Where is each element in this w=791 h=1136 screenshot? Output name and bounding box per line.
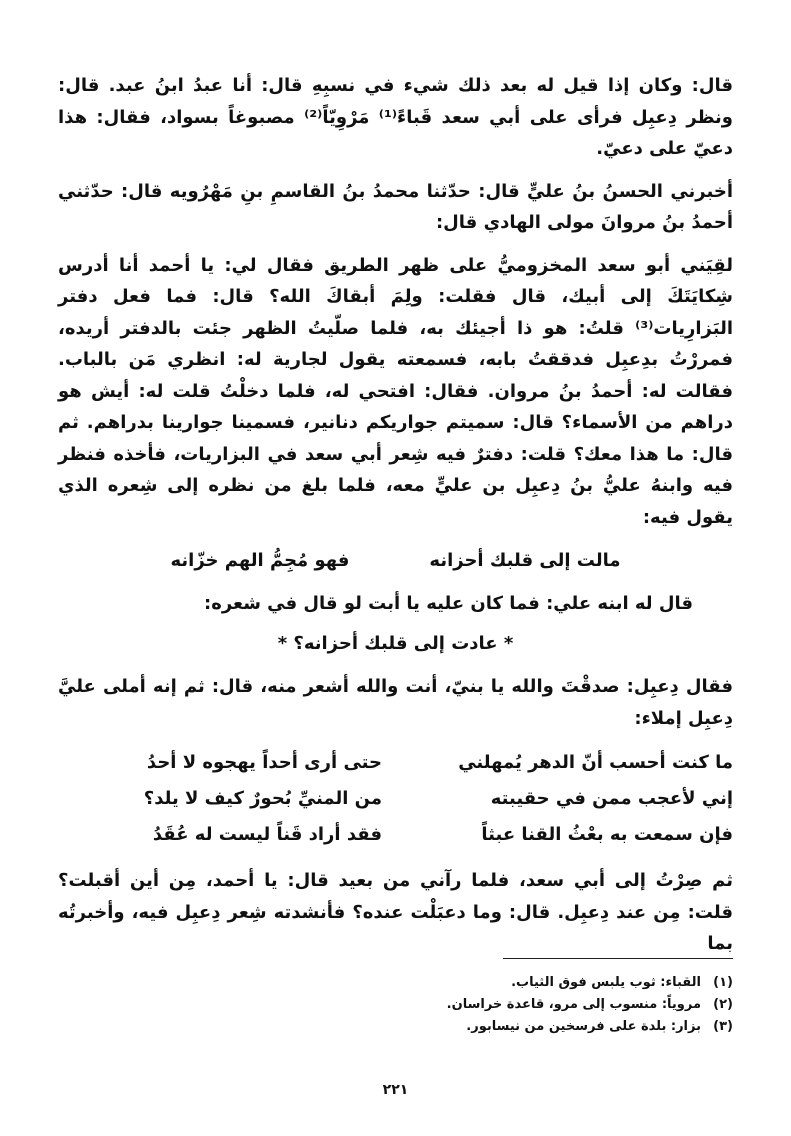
footnote — [233, 972, 733, 994]
footnote-number: (١) — [713, 975, 733, 990]
poem-line — [58, 781, 733, 817]
verse-1-second-hemistich: فهو مُجِمُّ الهم خزّانه — [170, 550, 350, 571]
poem — [58, 745, 733, 853]
paragraph-5: ثم صِرْتُ إلى أبي سعد، فلما رآني من بعيد قال: يا أحمد، مِن أين أقبلت؟ قلت: مِن عند دِعبِل. قال: وما دعبَلْت عنده؟ فأنشدته شِعر دِعبِل فيه، وأخبرتُه بما — [58, 870, 733, 954]
footnote — [233, 994, 733, 1016]
footnote-text: القباء: ثوب يلبس فوق الثياب. — [511, 975, 701, 990]
poem-line — [58, 745, 733, 781]
paragraph-1: قال: وكان إذا قيل له بعد ذلك شيء في نسبِهِ قال: أنا عبدُ ابنُ عبد. قال: ونظر دِعبِل فرأى على أبي سعد قَباءً⁽¹⁾ مَرْوِيّاً⁽²⁾ مصبوغاً بسواد، فقال: هذا دعيّ على دعيّ. — [58, 75, 734, 159]
poem-line — [58, 817, 733, 853]
intro-line: قال له ابنه علي: فما كان عليه يا أبت لو قال في شعره: — [204, 593, 693, 614]
poem-line-second-hemistich: من المنيِّ بُحورٌ كيف لا يلد؟ — [143, 788, 382, 809]
poem-line-first-hemistich: ما كنت أحسب أنّ الدهر يُمهلني — [458, 752, 733, 773]
footnote — [233, 1016, 733, 1038]
poem-line-first-hemistich: إني لأعجب ممن في حقيبته — [490, 788, 733, 809]
paragraph-2: أخبرني الحسنُ بنُ عليٍّ قال: حدّثنا محمدُ بنُ القاسمِ بنِ مَهْرُويه قال: حدّثني أحمدُ بنُ مروانَ مولى الهادي قال: — [58, 180, 733, 233]
verse-1 — [58, 544, 733, 578]
paragraph-4: فقال دِعبِل: صدقْتَ والله يا بنيّ، أنت والله أشعر منه، قال: ثم إنه أملى عليَّ دِعبِل إملاء: — [58, 676, 733, 729]
footnote-number: (٢) — [713, 997, 733, 1012]
footnote-text: مروياً: منسوب إلى مرو، قاعدة خراسان. — [446, 997, 701, 1012]
verse-2: * عادت إلى قلبك أحزانه؟ * — [277, 633, 514, 654]
page-body — [58, 70, 733, 971]
footnotes — [233, 972, 733, 1038]
poem-line-second-hemistich: حتى أرى أحداً يهجوه لا أحدُ — [146, 752, 382, 773]
poem-line-first-hemistich: فإن سمعت به بعْثُ القنا عبثاً — [481, 824, 733, 845]
footnote-text: بزار: بلدة على فرسخين من نيسابور. — [466, 1019, 701, 1034]
page-number: ٢٢١ — [382, 1082, 409, 1098]
verse-1-first-hemistich: مالت إلى قلبك أحزانه — [429, 550, 621, 571]
footnote-number: (٣) — [713, 1019, 733, 1034]
poem-line-second-hemistich: فقد أراد قَناً ليست له عُقَدُ — [152, 824, 382, 845]
footnote-divider — [503, 958, 733, 959]
paragraph-3: لقِيَني أبو سعد المخزوميُّ على ظهر الطريق فقال لي: يا أحمد أنا أدرس شِكايَتَكَ إلى أبيك، قال فقلت: ولِمَ أبقاكَ الله؟ قال: فما فعل دفتر البَزارِيات⁽³⁾ قلتُ: هو ذا أجيئك به، فلما صلّيتُ الظهر جئت بالدفتر أريده، فمررْتُ بدِعبِل فدققتُ بابه، فسمعته يقول لجارية له: انظري مَن بالباب. فقالت له: أحمدُ بنُ مروان. فقال: افتحي له، فلما دخلْتُ قلت له: أيش هو دراهم من الأسماء؟ قال: سميتم جواريكم دنانير، فسمينا جوارينا بدراهم. ثم قال: ما هذا معك؟ قلت: دفترٌ فيه شِعر أبي سعد في البزاريات، فأخذه فنظر فيه وابنهُ عليُّ بنُ دِعبِل بن عليٍّ معه، فلما بلغ من نظره إلى شِعره الذي يقول فيه: — [58, 254, 733, 528]
